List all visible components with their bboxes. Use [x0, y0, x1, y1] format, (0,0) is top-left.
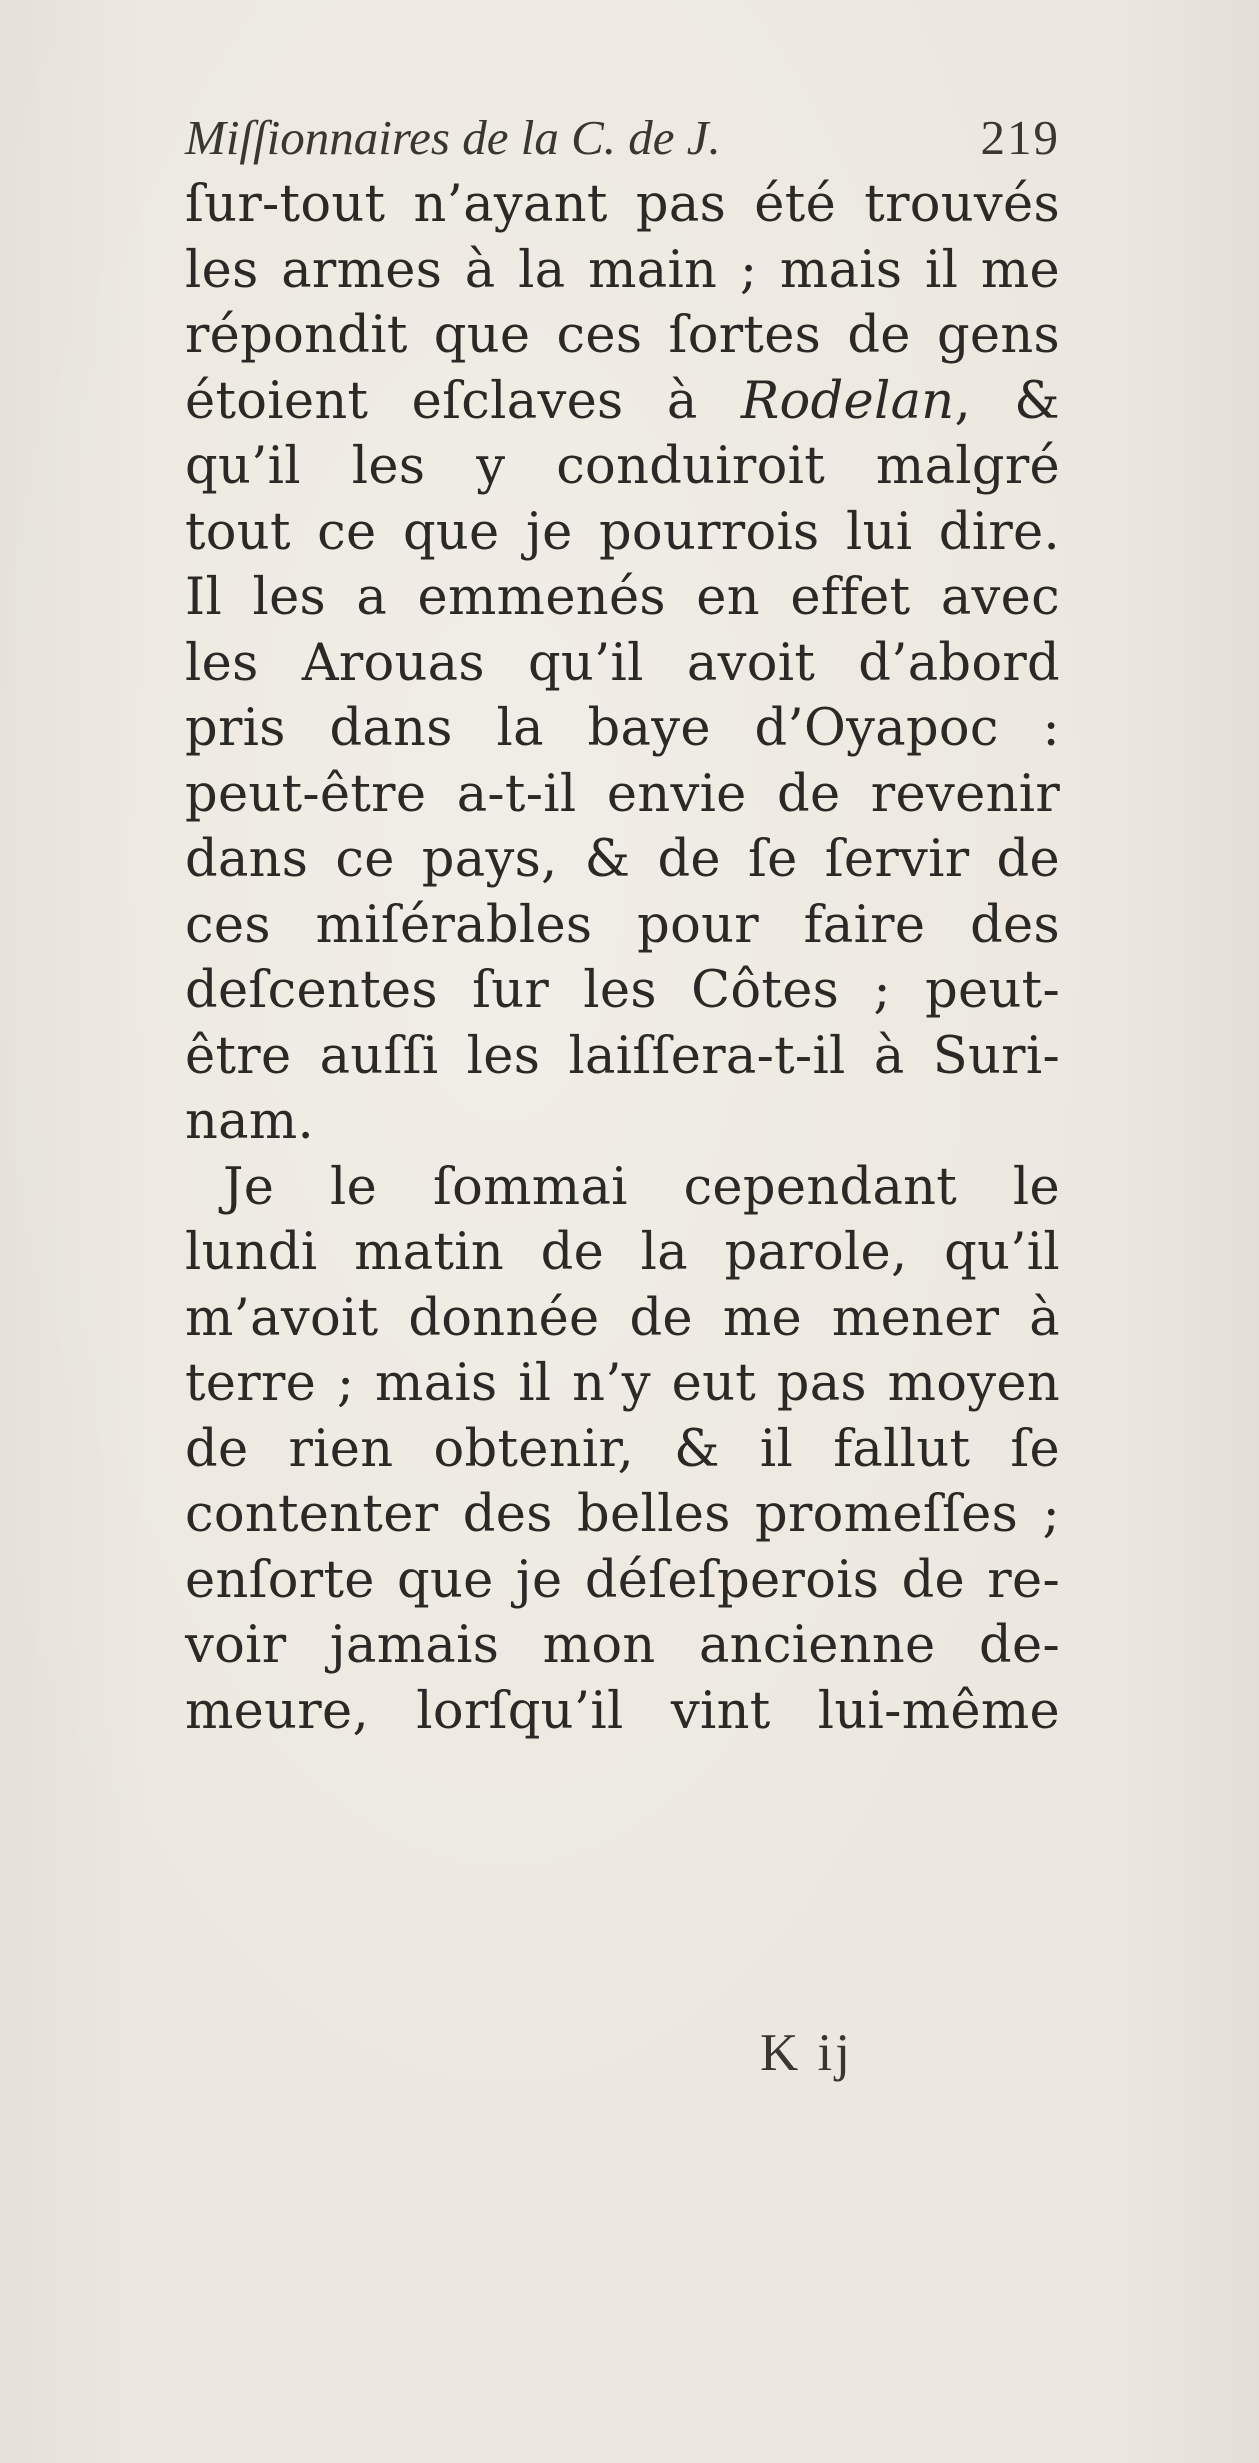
text-segment: , & — [954, 371, 1060, 431]
text-line: meure, lorſqu’il vint lui-même — [185, 1681, 1060, 1741]
text-line: de rien obtenir, & il fallut ſe — [185, 1419, 1060, 1479]
text-line: ſur-tout n’ayant pas été trouvés — [185, 175, 1060, 234]
paragraph-2 — [185, 1155, 1060, 1745]
text-line: peut-être a-t-il envie de revenir — [185, 764, 1060, 824]
text-line: m’avoit donnée de me mener à — [185, 1288, 1060, 1348]
text-line: pris dans la baye d’Oyapoc : — [185, 699, 1060, 758]
page-number: 219 — [980, 110, 1060, 165]
text-line: lundi matin de la parole, qu’il — [185, 1223, 1060, 1282]
text-line: tout ce que je pourrois lui dire. — [185, 502, 1060, 562]
text-line: dans ce pays, & de ſe ſervir de — [185, 830, 1060, 889]
text-line: Il les a emmenés en effet avec — [185, 568, 1060, 627]
running-head — [185, 108, 1060, 168]
text-line-with-italic-place-name — [185, 369, 1060, 435]
text-line: voir jamais mon ancienne de- — [185, 1616, 1060, 1675]
text-line-paragraph-end: nam. — [185, 1092, 315, 1151]
text-line: qu’il les y conduiroit malgré — [185, 437, 1060, 496]
paragraph-1 — [185, 172, 1060, 1155]
text-line: les Arouas qu’il avoit d’abord — [185, 633, 1060, 693]
body-text — [185, 172, 1060, 1744]
text-line: contenter des belles promeſſes ; — [185, 1485, 1060, 1544]
text-line: les armes à la main ; mais il me — [185, 240, 1060, 300]
place-name-rodelan: Rodelan — [740, 371, 955, 431]
text-line: enſorte que je déſeſperois de re- — [185, 1550, 1060, 1610]
text-line: ces miſérables pour faire des — [185, 895, 1060, 955]
text-line: deſcentes ſur les Côtes ; peut- — [185, 961, 1060, 1020]
text-line: terre ; mais il n’y eut pas moyen — [185, 1354, 1060, 1413]
text-line: être auſſi les laiſſera-t-il à Suri- — [185, 1026, 1060, 1086]
text-segment: étoient eſclaves à — [185, 371, 741, 431]
running-head-title: Miſſionnaires de la C. de J. — [185, 110, 721, 165]
text-line-indented: Je le ſommai cependant le — [223, 1157, 1060, 1217]
signature-mark: K ij — [760, 2024, 853, 2082]
text-line: répondit que ces ſortes de gens — [185, 306, 1060, 365]
